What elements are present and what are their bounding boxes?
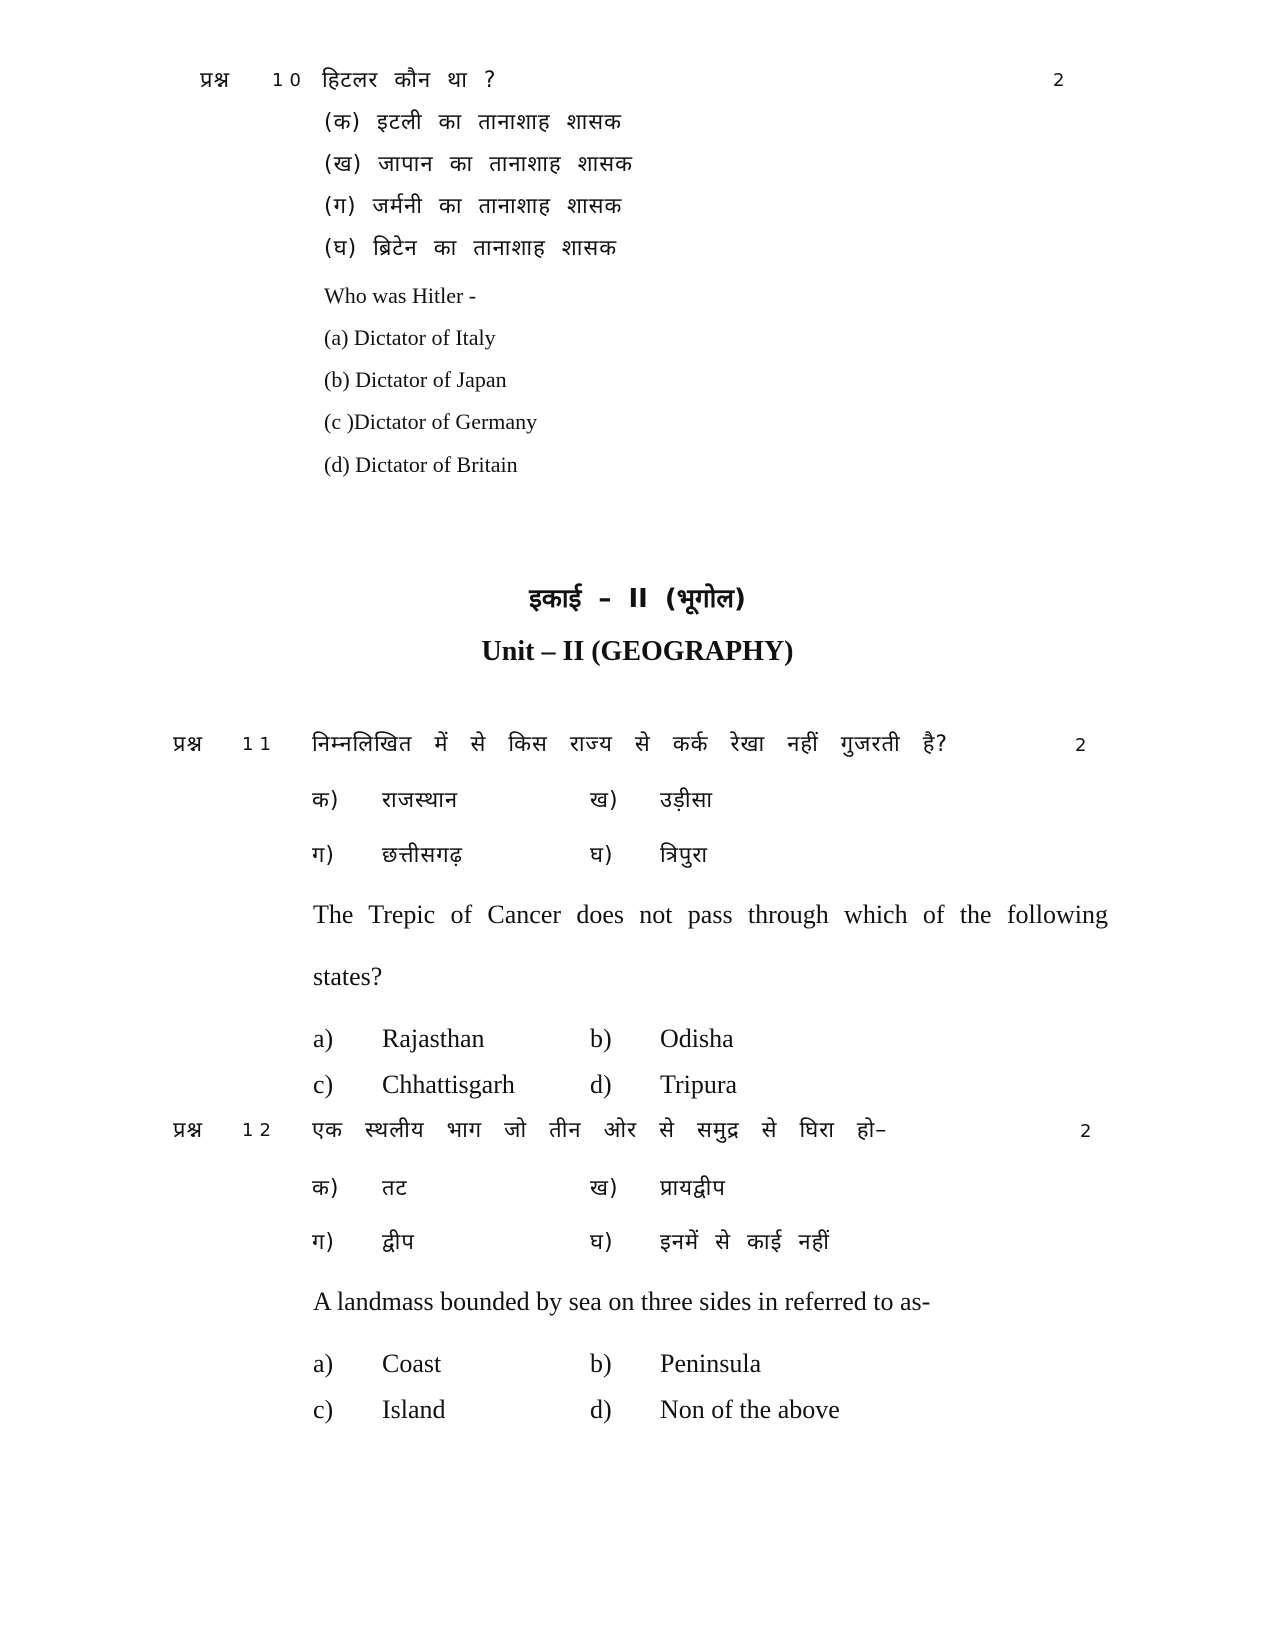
question-number: 11: [242, 734, 277, 755]
option-text-english: Chhattisgarh: [382, 1070, 515, 1099]
option-text-hindi: त्रिपुरा: [660, 843, 709, 868]
option-text-english: Rajasthan: [382, 1024, 485, 1053]
option-english: (c )Dictator of Germany: [324, 409, 538, 434]
option-english: (b) Dictator of Japan: [324, 367, 507, 392]
question-text-english: Who was Hitler -: [324, 283, 477, 308]
option-key: ख): [590, 1176, 619, 1201]
question-label: प्रश्न: [200, 68, 231, 93]
question-number: 10: [272, 70, 307, 91]
question-label: प्रश्न: [173, 1118, 204, 1143]
option-key: a): [313, 1349, 334, 1378]
option-key: ग): [312, 843, 335, 868]
option-hindi: (क) इटली का तानाशाह शासक: [324, 110, 623, 135]
option-text-english: Peninsula: [660, 1349, 762, 1378]
option-hindi: (ग) जर्मनी का तानाशाह शासक: [324, 194, 623, 219]
option-key: c): [313, 1070, 334, 1099]
option-text-hindi: छत्तीसगढ़: [382, 843, 463, 868]
option-text-english: Tripura: [660, 1070, 738, 1099]
option-key: a): [313, 1024, 334, 1053]
option-key: c): [313, 1395, 334, 1424]
question-text-hindi: निम्नलिखित में से किस राज्य से कर्क रेखा नहीं गुजरती है?: [312, 732, 949, 757]
option-key: d): [590, 1395, 612, 1424]
option-text-english: Odisha: [660, 1024, 734, 1053]
option-text-english: Non of the above: [660, 1395, 840, 1424]
option-key: क): [312, 1176, 340, 1201]
option-text-hindi: प्रायद्वीप: [660, 1176, 726, 1201]
option-text-english: Island: [382, 1395, 446, 1424]
option-key: b): [590, 1349, 612, 1378]
option-key: घ): [590, 843, 614, 868]
question-text-english: A landmass bounded by sea on three sides in referred to as-: [313, 1287, 931, 1316]
unit-title-english: Unit – II (GEOGRAPHY): [481, 636, 794, 667]
question-text-hindi: एक स्थलीय भाग जो तीन ओर से समुद्र से घिरा हो–: [312, 1118, 888, 1143]
option-key: d): [590, 1070, 612, 1099]
marks: 2: [1075, 735, 1087, 756]
option-text-hindi: उड़ीसा: [660, 788, 714, 813]
option-key: ख): [590, 788, 619, 813]
question-text-english-cont: states?: [313, 962, 383, 991]
option-text-hindi: राजस्थान: [382, 788, 459, 813]
option-key: b): [590, 1024, 612, 1053]
option-text-hindi: तट: [382, 1176, 408, 1201]
question-text-english: The Trepic of Cancer does not pass through which of the following: [313, 900, 1108, 929]
marks: 2: [1053, 70, 1065, 91]
option-key: क): [312, 788, 340, 813]
option-english: (a) Dictator of Italy: [324, 325, 496, 350]
option-hindi: (ख) जापान का तानाशाह शासक: [324, 152, 634, 177]
question-label: प्रश्न: [173, 732, 204, 757]
option-text-hindi: इनमें से काई नहीं: [660, 1230, 831, 1255]
option-text-hindi: द्वीप: [382, 1230, 415, 1255]
marks: 2: [1080, 1121, 1092, 1142]
option-text-english: Coast: [382, 1349, 442, 1378]
unit-title-hindi: इकाई – II (भूगोल): [529, 584, 746, 614]
option-key: ग): [312, 1230, 335, 1255]
option-key: घ): [590, 1230, 614, 1255]
option-english: (d) Dictator of Britain: [324, 452, 518, 477]
question-text-hindi: हिटलर कौन था ?: [322, 68, 497, 93]
question-number: 12: [242, 1120, 277, 1141]
option-hindi: (घ) ब्रिटेन का तानाशाह शासक: [324, 236, 618, 261]
